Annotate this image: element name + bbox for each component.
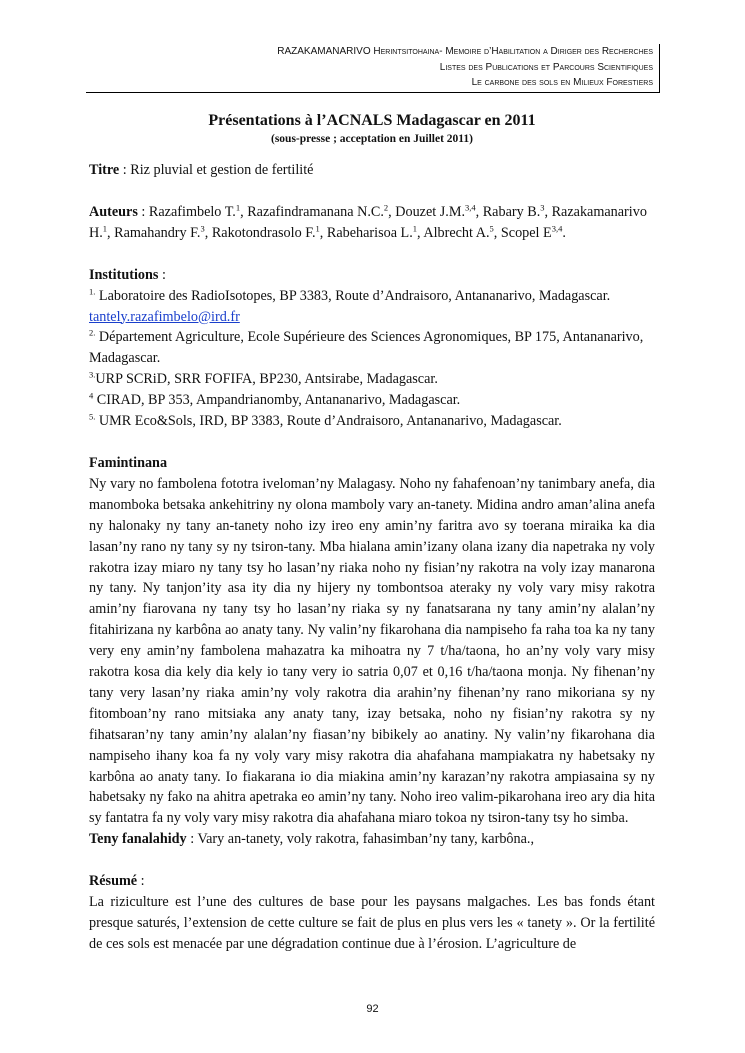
header-memoire-title: Herintsitohaina- Memoire d’Habilitation a Diriger des Recherches xyxy=(373,46,653,57)
titre-value: Riz pluvial et gestion de fertilité xyxy=(130,162,314,178)
contact-email-link[interactable]: tantely.razafimbelo@ird.fr xyxy=(89,308,240,325)
author-name: Razafindramanana N.C. xyxy=(247,203,384,220)
author-name: Rakotondrasolo F. xyxy=(211,224,316,241)
author-name: Ramahandry F. xyxy=(114,224,201,241)
author-entry xyxy=(247,204,395,220)
keywords-line xyxy=(89,829,655,850)
author-list xyxy=(89,204,647,241)
author-entry xyxy=(395,204,482,220)
titre-sep: : xyxy=(119,162,131,178)
resume-heading-text: Résumé xyxy=(89,873,138,890)
header-horizontal-rule xyxy=(86,92,660,93)
header-line-3: Le carbone des sols en Milieux Forestiers xyxy=(471,77,653,88)
author-separator: , xyxy=(319,224,327,241)
author-affiliation: 3 xyxy=(200,223,205,234)
institution-text: UMR Eco&Sols, IRD, BP 3383, Route d’Andraisoro, Antananarivo, Madagascar. xyxy=(95,413,562,430)
page-content xyxy=(89,111,655,955)
author-affiliation: 1 xyxy=(102,223,108,234)
author-entry xyxy=(501,225,566,241)
author-entry xyxy=(327,225,423,241)
institution-text: Laboratoire des RadioIsotopes, BP 3383, Route d’Andraisoro, Antananarivo, Madagascar. xyxy=(95,287,611,304)
author-entry xyxy=(149,204,247,220)
institution-number: 1. xyxy=(89,285,96,296)
auteurs-label: Auteurs xyxy=(89,203,138,220)
author-separator: , xyxy=(417,224,424,241)
header-line-2: Listes des Publications et Parcours Scientifiques xyxy=(439,61,653,73)
header-line-1 xyxy=(90,44,653,60)
keywords-sep: : xyxy=(186,831,198,848)
institution-email-line xyxy=(89,307,655,328)
header-vertical-rule xyxy=(659,44,660,92)
author-separator: , xyxy=(388,203,396,220)
institution-item xyxy=(89,327,655,369)
titre-label: Titre xyxy=(89,162,120,178)
famintinana-body: Ny vary no fambolena fototra iveloman’ny Malagasy. Noho ny fahafenoan’ny tanimbary anefa, dia manomboka betsaka ankehitriny ny olona mamboly vary an-tanety. Midina andro aman’alina anefa ny halonaky ny tany an-tanety noho izy ireo eny amin’ny faritra avo sy toerana miraika ka dia lasan’ny rano ny tany sy ny tsiron-tany. Mba hialana amin’izany olana izany dia napetraka ny voly rakotra izay miaro ny tany tsy ho lasan’ny riaka noho ny fisian’ny rakotra na voly izay manarona ny tany. Ny tanjon’ity asa ity dia ny hijery ny tombontsoa ateraky ny voly vary misy rakotra amin’ny fiarovana ny tany tsy ho lasan’ny riaka sy ny fanatsarana ny tany amin’ny alalan’ny fitahirizana ny karbôna ao anaty tany. Ny valin’ny fikarohana dia nampiseho fa raha toa ka ny tany very eny amin’ny fambolena mahazatra ka mihoatra ny 7 t/ha/taona, ho an’ny voly vary misy rakotra kosa dia kely dia kely io tany very io satria 0,07 et 0,16 t/ha/taona monja. Ny fihenan’ny tany very lasan’ny riaka amin’ny voly rakotra dia arahin’ny fihenan’ny rano mikoriana sy ny fitomboan’ny rano mitsiaka any anaty tany, izay betsaka, noho ny fisian’ny rakotra sy ny fihatsaran’ny tany amin’ny alalan’ny fiasan’ny bibikely ao anatiny. Ny valin’ny fikarohana dia nampiseho ihany koa fa ny voly vary misy rakotra dia ahafahana mampiakatra ny habetsaky ny karbôna ao anaty tany. Io fiakarana io dia miakina amin’ny karazan’ny rakotra ampiasaina sy ny habetsaky ny fako na ahitra apetraka eo amin’ny tany. Noho ireo valim-pikarohana ireo ary dia hita sy fantatra fa ny voly vary misy rakotra dia ahafahana miaro tokoa ny tsiron-tany tsy ho simba. xyxy=(89,475,655,827)
titre-line xyxy=(89,160,655,181)
author-separator: , xyxy=(544,203,552,220)
author-affiliation: 1 xyxy=(412,223,418,234)
author-affiliation: 3,4 xyxy=(465,202,476,213)
institution-item xyxy=(89,369,655,390)
author-name: Douzet J.M. xyxy=(395,203,465,220)
author-affiliation: 2 xyxy=(383,202,389,213)
author-separator: , xyxy=(475,203,483,220)
author-entry xyxy=(423,225,501,241)
auteurs-sep: : xyxy=(137,203,149,220)
institution-item xyxy=(89,286,655,307)
keywords-value: Vary an-tanety, voly rakotra, fahasimban’ny tany, karbôna., xyxy=(197,831,534,848)
author-entry xyxy=(114,225,212,241)
institution-number: 5. xyxy=(89,411,96,422)
institution-number: 3. xyxy=(89,369,96,380)
author-separator: . xyxy=(562,224,566,241)
page-subtitle: (sous-presse ; acceptation en Juillet 2011) xyxy=(271,133,473,145)
author-name: Razafimbelo T. xyxy=(148,203,236,220)
author-name: Razakamanarivo H. xyxy=(89,203,647,241)
institution-number: 4 xyxy=(89,390,94,401)
keywords-label: Teny fanalahidy xyxy=(89,831,187,848)
resume-body: La riziculture est l’une des cultures de base pour les paysans malgaches. Les bas fonds étant presque saturés, l’extension de cette culture se fait de plus en plus vers les « tanety ». Or la fertilité de ces sols est menacée par une dégradation continue due à l’érosion. L’agriculture de xyxy=(89,894,655,952)
author-affiliation: 1 xyxy=(235,202,241,213)
resume-heading xyxy=(89,871,655,892)
page-number: 92 xyxy=(366,1003,379,1015)
author-entry xyxy=(483,204,552,220)
author-affiliation: 3 xyxy=(540,202,545,213)
author-affiliation: 3,4 xyxy=(551,223,563,234)
institution-list xyxy=(89,286,655,432)
author-separator: , xyxy=(204,224,212,241)
header-author: RAZAKAMANARIVO xyxy=(277,46,374,57)
institution-number: 2. xyxy=(89,327,96,338)
famintinana-heading xyxy=(89,453,655,474)
institution-text: Département Agriculture, Ecole Supérieure des Sciences Agronomiques, BP 175, Antananarivo, Madagascar. xyxy=(89,329,644,367)
author-entry xyxy=(212,225,327,241)
page-title: Présentations à l’ACNALS Madagascar en 2011 xyxy=(208,112,536,129)
institutions-label: Institutions xyxy=(89,266,159,283)
famintinana-heading-text: Famintinana xyxy=(89,454,168,471)
institutions-sep: : xyxy=(158,266,166,283)
author-name: Albrecht A. xyxy=(423,224,490,241)
author-separator: , xyxy=(493,224,501,241)
author-affiliation: 5 xyxy=(489,223,494,234)
resume-sep: : xyxy=(137,873,145,890)
running-header xyxy=(90,44,653,91)
author-separator: , xyxy=(240,203,248,220)
institutions-heading xyxy=(89,265,655,286)
author-affiliation: 1 xyxy=(315,223,320,234)
institution-item xyxy=(89,390,655,411)
author-name: Rabeharisoa L. xyxy=(326,224,413,241)
author-name: Scopel E xyxy=(500,224,552,241)
institution-text: URP SCRiD, SRR FOFIFA, BP230, Antsirabe, Madagascar. xyxy=(95,371,438,388)
author-name: Rabary B. xyxy=(482,203,541,220)
institution-text: CIRAD, BP 353, Ampandrianomby, Antananarivo, Madagascar. xyxy=(93,392,461,409)
auteurs-paragraph xyxy=(89,202,655,244)
author-separator: , xyxy=(107,224,115,241)
institution-item xyxy=(89,411,655,432)
